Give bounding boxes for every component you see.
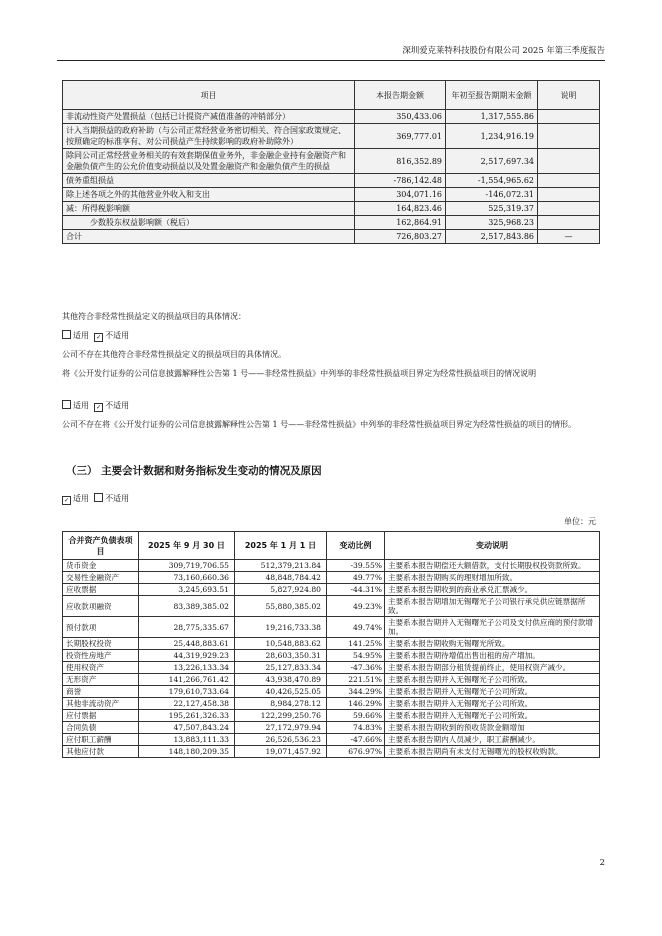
row-item: 计入当期损益的政府补助（与公司正常经营业务密切相关、符合国家政策规定、按照确定的标准享有、对公司损益产生持续影响的政府补助除外） [63,124,355,149]
row-begin: 55,880,385.02 [235,596,327,617]
table-row [63,650,600,662]
row-ratio: 49.74% [327,617,385,638]
balance-sheet-changes-table [62,531,600,758]
table-row [63,149,600,174]
row-note [538,124,600,149]
row-begin: 512,379,213.84 [235,560,327,572]
row-ytd: -1,554,965.62 [446,174,538,188]
row-end: 44,319,929.23 [139,650,235,662]
col-header-current: 本报告期金额 [355,81,446,110]
row-desc: 主要系本报告期并入无锡曙光子公司所致。 [385,674,600,686]
table-header-row [63,532,600,560]
row-item: 无形资产 [63,674,139,686]
row-item: 应收款项融资 [63,596,139,617]
col-header-item: 合并资产负债表项目 [63,532,139,560]
row-note [538,202,600,216]
row-begin: 19,216,733.38 [235,617,327,638]
row-begin: 26,526,536.23 [235,734,327,746]
section-title: （三） 主要会计数据和财务指标发生变动的情况及原因 [66,465,322,477]
applicability-check-1 [62,330,599,342]
applicable-checkbox[interactable] [62,400,71,409]
col-header-item: 项目 [63,81,355,110]
row-item: 应付票据 [63,710,139,722]
row-item: 除上述各项之外的其他营业外收入和支出 [63,188,355,202]
row-ytd: 1,234,916.19 [446,124,538,149]
table-row [63,560,600,572]
row-item: 债务重组损益 [63,174,355,188]
row-note [538,188,600,202]
applicable-label: 适用 [73,494,89,503]
row-ratio: -47.36% [327,662,385,674]
col-header-note: 说明 [538,81,600,110]
not-applicable-checkbox[interactable] [94,493,103,502]
row-end: 13,226,133.34 [139,662,235,674]
row-note [538,216,600,230]
row-ytd: 1,317,555.86 [446,110,538,124]
row-note [538,149,600,174]
applicable-checkbox[interactable] [62,330,71,339]
row-ratio: -44.31% [327,584,385,596]
reclassification-heading: 将《公开发行证券的公司信息披露解释性公告第 1 号——非经常性损益》中列举的非经常性损益项目界定为经常性损益项目的情况说明 [62,369,537,378]
applicable-label: 适用 [73,401,89,410]
row-ratio: -47.66% [327,734,385,746]
other-items-heading: 其他符合非经常性损益定义的损益项目的具体情况： [62,312,246,321]
table-row [63,674,600,686]
row-current: 162,864.91 [355,216,446,230]
row-ytd: -146,072.31 [446,188,538,202]
row-begin: 27,172,979.94 [235,722,327,734]
row-desc: 主要系本报告期部分租赁提前终止，使用权资产减少。 [385,662,600,674]
row-item: 合计 [63,230,355,244]
row-item: 其他非流动资产 [63,698,139,710]
table-row [63,722,600,734]
row-desc: 主要系本报告期收到的商业承兑汇票减少。 [385,584,600,596]
row-desc: 主要系本报告期尚有未支付无锡曙光的股权收购款。 [385,746,600,758]
not-applicable-checkbox[interactable]: ✓ [96,404,102,411]
row-end: 22,127,458.38 [139,698,235,710]
not-applicable-label: 不适用 [105,401,130,410]
table-total-row [63,230,600,244]
table-row [63,174,600,188]
row-current: 369,777.01 [355,124,446,149]
row-ratio: 59.66% [327,710,385,722]
row-note [538,174,600,188]
row-end: 148,180,209.35 [139,746,235,758]
row-ratio: -39.55% [327,560,385,572]
row-current: 726,803.27 [355,230,446,244]
table-row [63,698,600,710]
row-desc: 主要系本报告期并入无锡曙光子公司所致。 [385,698,600,710]
report-header: 深圳爱克莱特科技股份有限公司 2025 年第三季度报告 [402,45,605,55]
applicable-checkbox[interactable]: ✓ [63,497,70,504]
table-row [63,216,600,230]
header-divider [57,60,605,61]
row-current: -786,142.48 [355,174,446,188]
table-row [63,638,600,650]
row-item: 少数股东权益影响额（税后） [63,216,355,230]
row-begin: 8,984,278.12 [235,698,327,710]
row-desc: 主要系本报告期收到的预收货款金额增加 [385,722,600,734]
row-end: 179,610,733.64 [139,686,235,698]
row-end: 309,719,706.55 [139,560,235,572]
table-row [63,124,600,149]
col-header-desc: 变动说明 [385,532,600,560]
applicable-label: 适用 [73,331,89,340]
row-ratio: 146.29% [327,698,385,710]
row-end: 195,261,326.33 [139,710,235,722]
row-desc: 主要系本报告期偿还大额借款，支付长期股权投资款所致。 [385,560,600,572]
table-row [63,746,600,758]
row-item: 预付款项 [63,617,139,638]
row-ratio: 676.97% [327,746,385,758]
row-ratio: 221.51% [327,674,385,686]
row-ytd: 2,517,843.86 [446,230,538,244]
row-item: 应付职工薪酬 [63,734,139,746]
not-applicable-label: 不适用 [105,494,130,503]
col-header-ytd: 年初至报告期期末金额 [446,81,538,110]
row-desc: 主要系本报告期并入无锡曙光子公司所致。 [385,686,600,698]
row-item: 货币资金 [63,560,139,572]
row-item: 投资性房地产 [63,650,139,662]
row-item: 交易性金融资产 [63,572,139,584]
not-applicable-checkbox[interactable]: ✓ [96,334,102,341]
table-row [63,617,600,638]
row-begin: 19,071,457.92 [235,746,327,758]
row-ratio: 344.29% [327,686,385,698]
row-begin: 28,603,350.31 [235,650,327,662]
row-end: 25,448,883.61 [139,638,235,650]
row-desc: 主要系本报告期增加无锡曙光子公司银行承兑供应链票据所致。 [385,596,600,617]
row-begin: 5,827,924.80 [235,584,327,596]
row-item: 长期股权投资 [63,638,139,650]
row-desc: 主要系本报告期待增值出售出租的房产增加。 [385,650,600,662]
row-begin: 40,426,525.05 [235,686,327,698]
row-desc: 主要系本报告期内人员减少，职工薪酬减少。 [385,734,600,746]
row-item: 非流动性资产处置损益（包括已计提资产减值准备的冲销部分） [63,110,355,124]
row-desc: 主要系本报告期并入无锡曙光子公司所致。 [385,710,600,722]
table-row [63,596,600,617]
non-recurring-gains-table [62,80,600,244]
row-end: 83,389,385.02 [139,596,235,617]
row-item: 使用权资产 [63,662,139,674]
table-row [63,734,600,746]
page-number: 2 [599,857,605,867]
table-row [63,110,600,124]
col-header-ratio: 变动比例 [327,532,385,560]
row-item: 减：所得税影响额 [63,202,355,216]
row-begin: 122,299,250.76 [235,710,327,722]
row-item: 合同负债 [63,722,139,734]
row-note [538,110,600,124]
row-ytd: 525,319.37 [446,202,538,216]
row-end: 47,507,843.24 [139,722,235,734]
row-current: 350,433.06 [355,110,446,124]
row-current: 304,071.16 [355,188,446,202]
row-begin: 43,938,470.89 [235,674,327,686]
row-desc: 主要系本报告期收购无锡曙光所致。 [385,638,600,650]
row-item: 其他应付款 [63,746,139,758]
row-end: 73,160,660.36 [139,572,235,584]
row-desc: 主要系本报告期购买的理财增加所致。 [385,572,600,584]
table-row [63,188,600,202]
table-row [63,686,600,698]
row-ytd: 2,517,697.34 [446,149,538,174]
applicability-check-3 [62,493,599,505]
row-end: 3,245,693.51 [139,584,235,596]
row-item: 除同公司正常经营业务相关的有效套期保值业务外，非金融企业持有金融资产和金融负债产生的公允价值变动损益以及处置金融资产和金融负债产生的损益 [63,149,355,174]
table-row [63,202,600,216]
row-begin: 48,848,784.42 [235,572,327,584]
row-desc: 主要系本报告期并入无锡曙光子公司及支付供应商的预付款增加。 [385,617,600,638]
row-ratio: 74.83% [327,722,385,734]
row-end: 141,266,761.42 [139,674,235,686]
reclassification-statement: 公司不存在将《公开发行证券的公司信息披露解释性公告第 1 号——非经常性损益》中列举的非经常性损益项目界定为经常性损益的项目的情形。 [62,420,577,429]
row-current: 164,823.46 [355,202,446,216]
row-item: 商誉 [63,686,139,698]
col-header-end: 2025 年 9 月 30 日 [139,532,235,560]
applicability-check-2 [62,400,599,412]
row-begin: 25,127,833.34 [235,662,327,674]
row-ratio: 141.25% [327,638,385,650]
table-header-row [63,81,600,110]
row-ratio: 54.95% [327,650,385,662]
table-row [63,584,600,596]
row-ratio: 49.77% [327,572,385,584]
row-ratio: 49.23% [327,596,385,617]
row-end: 28,775,335.67 [139,617,235,638]
table-row [63,662,600,674]
row-current: 816,352.89 [355,149,446,174]
table-row [63,710,600,722]
col-header-begin: 2025 年 1 月 1 日 [235,532,327,560]
row-note: — [538,230,600,244]
row-item: 应收票据 [63,584,139,596]
not-applicable-label: 不适用 [105,331,130,340]
row-ytd: 325,968.23 [446,216,538,230]
other-items-statement: 公司不存在其他符合非经常性损益定义的损益项目的具体情况。 [62,350,286,359]
table-row [63,572,600,584]
unit-label: 单位：元 [564,517,596,526]
row-begin: 10,548,883.62 [235,638,327,650]
row-end: 13,883,111.33 [139,734,235,746]
